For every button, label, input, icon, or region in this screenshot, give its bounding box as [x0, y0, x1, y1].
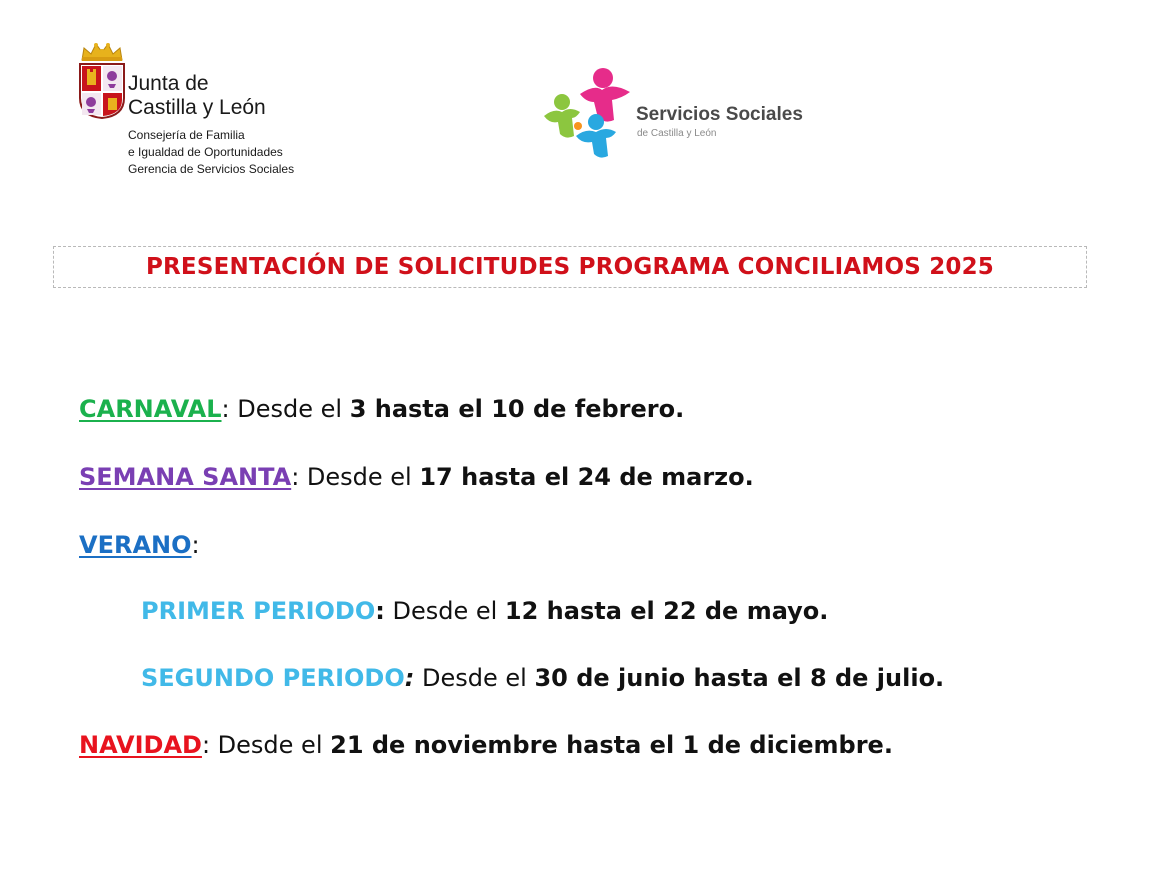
- period-navidad: [79, 731, 893, 759]
- jcyl-title-line2: Castilla y León: [128, 96, 266, 119]
- jcyl-logo: [74, 42, 344, 182]
- primer-pre: Desde el: [384, 597, 505, 625]
- jcyl-title-line1: Junta de: [128, 72, 209, 95]
- semana-santa-pre: Desde el: [299, 463, 420, 491]
- navidad-dates: 21 de noviembre hasta el 1 de diciembre.: [330, 731, 893, 759]
- jcyl-sub-line1: Consejería de Familia: [128, 128, 245, 142]
- period-primer: [141, 597, 828, 625]
- ss-subtitle: de Castilla y León: [637, 128, 717, 139]
- coat-of-arms-icon: [78, 62, 126, 120]
- primer-sep: :: [375, 597, 385, 625]
- carnaval-pre: Desde el: [229, 395, 350, 423]
- children-figures-icon: [540, 66, 640, 161]
- carnaval-sep: :: [221, 395, 230, 423]
- ss-title: Servicios Sociales: [636, 104, 803, 125]
- semana-santa-label: SEMANA SANTA: [79, 463, 292, 491]
- page-title: PRESENTACIÓN DE SOLICITUDES PROGRAMA CONCILIAMOS 2025: [145, 254, 995, 280]
- heading-box: [53, 246, 1087, 288]
- semana-santa-dates: 17 hasta el 24 de marzo.: [419, 463, 754, 491]
- jcyl-sub-line3: Gerencia de Servicios Sociales: [128, 162, 295, 176]
- navidad-pre: Desde el: [210, 731, 331, 759]
- carnaval-dates: 3 hasta el 10 de febrero.: [349, 395, 685, 423]
- segundo-dates: 30 de junio hasta el 8 de julio.: [534, 664, 945, 692]
- period-verano: [79, 531, 200, 559]
- period-segundo: [141, 664, 944, 692]
- navidad-sep: :: [201, 731, 211, 759]
- segundo-sep: :: [404, 664, 415, 692]
- period-carnaval: [79, 395, 684, 423]
- carnaval-label: CARNAVAL: [79, 395, 222, 423]
- primer-label: PRIMER PERIODO: [141, 597, 376, 625]
- servicios-sociales-logo: [540, 66, 820, 166]
- verano-label: VERANO: [79, 531, 192, 559]
- navidad-label: NAVIDAD: [79, 731, 202, 759]
- semana-santa-sep: :: [291, 463, 300, 491]
- verano-sep: :: [191, 531, 200, 559]
- segundo-pre: Desde el: [414, 664, 535, 692]
- primer-dates: 12 hasta el 22 de mayo.: [504, 597, 829, 625]
- crown-icon: [80, 42, 124, 62]
- jcyl-sub-line2: e Igualdad de Oportunidades: [128, 145, 283, 159]
- period-semana-santa: [79, 463, 754, 491]
- segundo-label: SEGUNDO PERIODO: [141, 664, 405, 692]
